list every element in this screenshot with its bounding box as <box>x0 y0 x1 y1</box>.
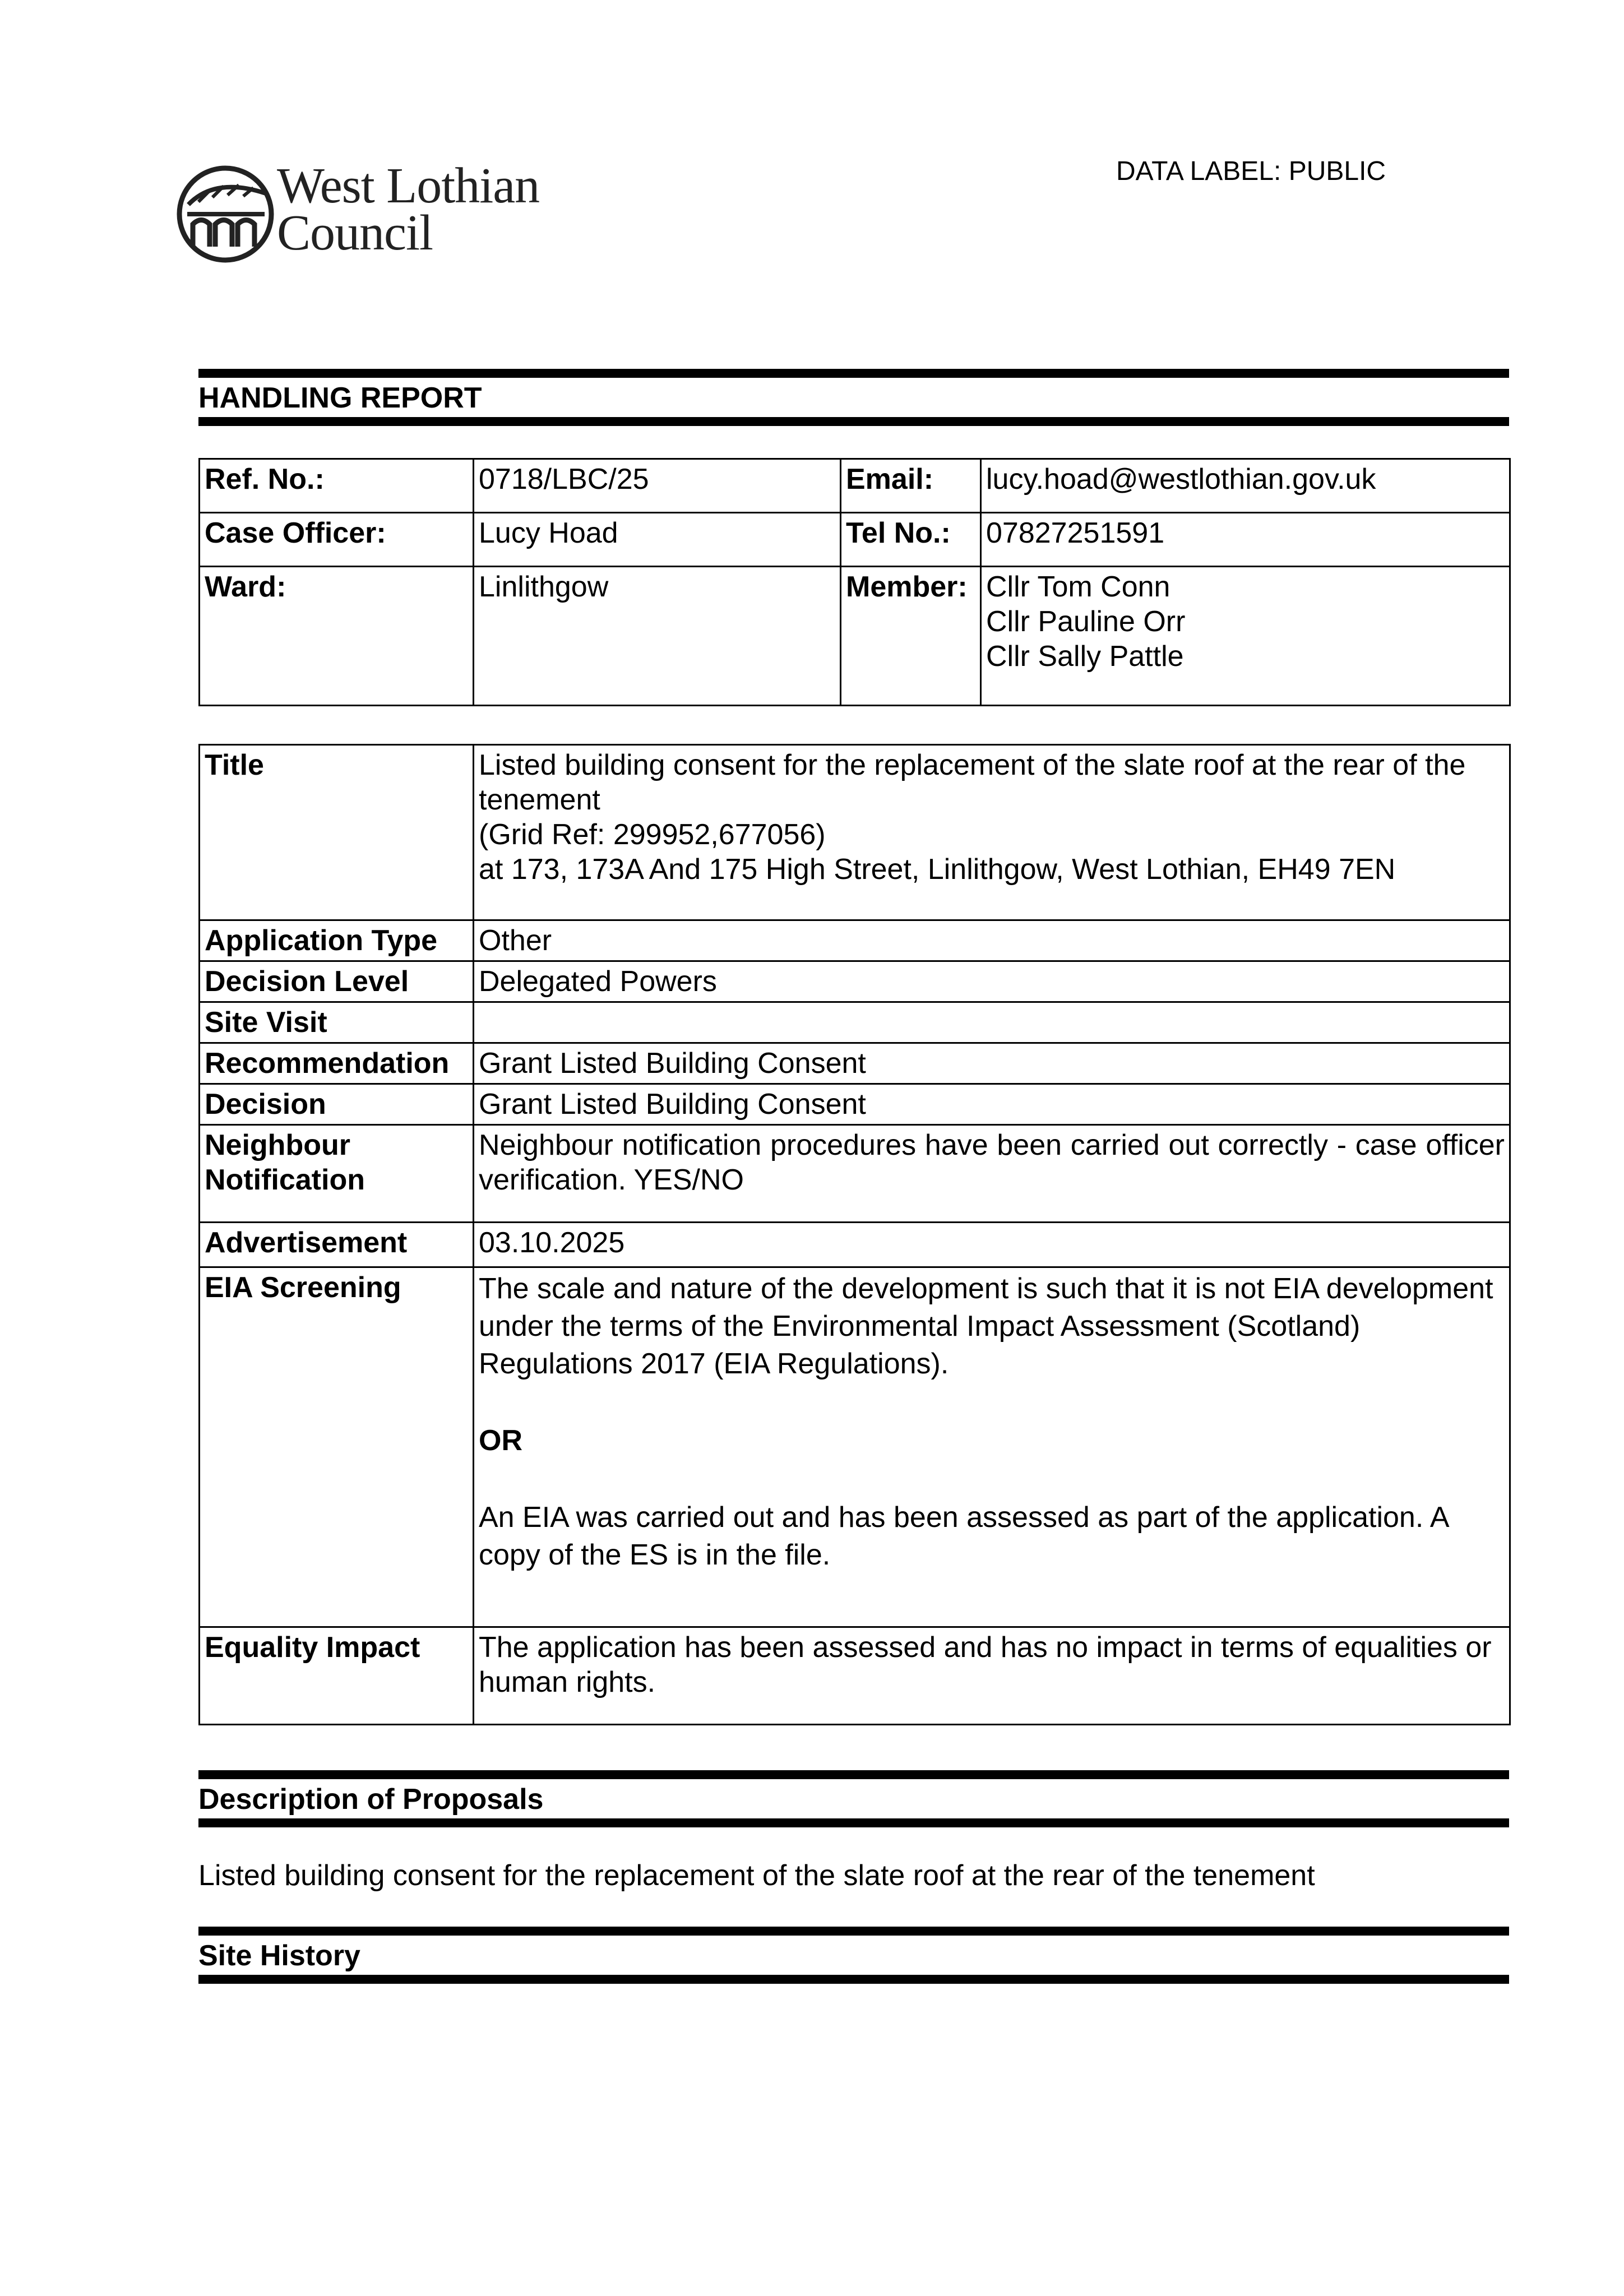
council-logo <box>176 158 563 269</box>
member-item: Cllr Sally Pattle <box>986 640 1184 673</box>
member-label: Member: <box>841 567 981 706</box>
description-section <box>198 1770 1509 1827</box>
decision-label: Decision <box>200 1084 474 1125</box>
grid-ref: (Grid Ref: 299952,677056) <box>479 818 826 851</box>
neighbour-notification-value: Neighbour notification procedures have been carried out correctly - case officer verification. YES/NO <box>474 1125 1510 1223</box>
equality-impact-value: The application has been assessed and has no impact in terms of equalities or human rights. <box>474 1627 1510 1725</box>
eia-paragraph-1: The scale and nature of the development is such that it is not EIA development under the terms of the Environmental Impact Assessment (Scotland) Regulations 2017 (EIA Regulations). <box>479 1272 1493 1380</box>
ref-label: Ref. No.: <box>200 459 474 513</box>
site-visit-value <box>474 1002 1510 1043</box>
application-type-label: Application Type <box>200 920 474 961</box>
case-info-table <box>198 458 1511 706</box>
title-value <box>474 745 1510 920</box>
case-officer-label: Case Officer: <box>200 513 474 567</box>
table-row <box>200 1084 1510 1125</box>
neighbour-notification-label: Neighbour Notification <box>200 1125 474 1223</box>
member-item: Cllr Pauline Orr <box>986 605 1186 638</box>
table-row <box>200 1043 1510 1084</box>
site-visit-label: Site Visit <box>200 1002 474 1043</box>
table-row <box>200 513 1510 567</box>
decision-level-label: Decision Level <box>200 961 474 1002</box>
description-text: Listed building consent for the replacement of the slate roof at the rear of the tenement <box>198 1859 1315 1892</box>
table-row <box>200 1267 1510 1627</box>
table-row <box>200 961 1510 1002</box>
divider <box>198 1927 1509 1936</box>
email-value: lucy.hoad@westlothian.gov.uk <box>981 459 1510 513</box>
divider <box>198 417 1509 426</box>
report-title-section <box>198 369 1509 426</box>
case-officer-value: Lucy Hoad <box>474 513 841 567</box>
eia-or: OR <box>479 1424 522 1457</box>
ward-label: Ward: <box>200 567 474 706</box>
equality-impact-label: Equality Impact <box>200 1627 474 1725</box>
table-row <box>200 459 1510 513</box>
table-row <box>200 1125 1510 1223</box>
report-title: HANDLING REPORT <box>198 382 482 414</box>
application-details-table <box>198 744 1511 1725</box>
tel-value: 07827251591 <box>981 513 1510 567</box>
site-history-section <box>198 1927 1509 1984</box>
logo-line-1: West Lothian <box>277 158 540 214</box>
site-address: at 173, 173A And 175 High Street, Linlithgow, West Lothian, EH49 7EN <box>479 853 1396 886</box>
decision-value: Grant Listed Building Consent <box>474 1084 1510 1125</box>
viaduct-emblem-icon <box>176 163 277 269</box>
eia-screening-value <box>474 1267 1510 1627</box>
site-history-heading: Site History <box>198 1939 360 1972</box>
ward-value: Linlithgow <box>474 567 841 706</box>
email-label: Email: <box>841 459 981 513</box>
table-row <box>200 567 1510 706</box>
advertisement-label: Advertisement <box>200 1223 474 1267</box>
eia-screening-label: EIA Screening <box>200 1267 474 1627</box>
application-type-value: Other <box>474 920 1510 961</box>
decision-level-value: Delegated Powers <box>474 961 1510 1002</box>
table-row <box>200 745 1510 920</box>
advertisement-value: 03.10.2025 <box>474 1223 1510 1267</box>
tel-label: Tel No.: <box>841 513 981 567</box>
ref-value: 0718/LBC/25 <box>474 459 841 513</box>
divider <box>198 369 1509 378</box>
eia-paragraph-2: An EIA was carried out and has been assessed as part of the application. A copy of the ES is in the file. <box>479 1501 1448 1571</box>
table-row <box>200 1223 1510 1267</box>
table-row <box>200 1002 1510 1043</box>
description-heading: Description of Proposals <box>198 1783 544 1816</box>
table-row <box>200 920 1510 961</box>
divider <box>198 1770 1509 1779</box>
divider <box>198 1818 1509 1827</box>
title-label: Title <box>200 745 474 920</box>
logo-line-2: Council <box>277 205 433 261</box>
member-list <box>981 567 1510 706</box>
member-item: Cllr Tom Conn <box>986 571 1170 603</box>
recommendation-label: Recommendation <box>200 1043 474 1084</box>
recommendation-value: Grant Listed Building Consent <box>474 1043 1510 1084</box>
divider <box>198 1975 1509 1984</box>
data-label: DATA LABEL: PUBLIC <box>1116 156 1386 186</box>
table-row <box>200 1627 1510 1725</box>
logo-wordmark <box>277 158 540 261</box>
title-description: Listed building consent for the replacement of the slate roof at the rear of the tenement <box>479 749 1466 816</box>
